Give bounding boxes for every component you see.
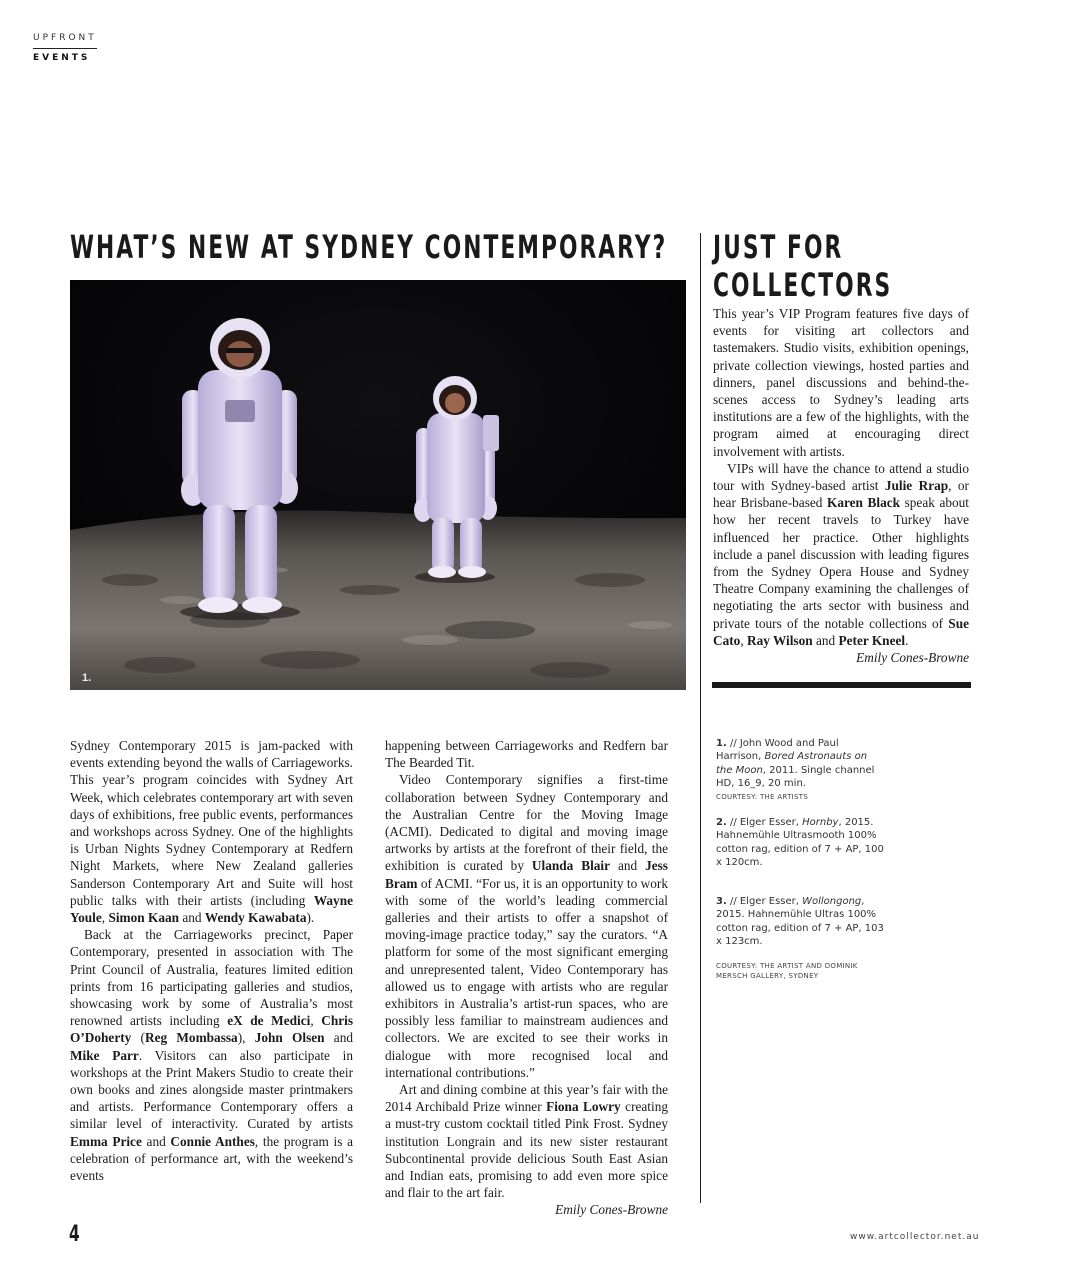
caption-credit: COURTESY: THE ARTIST AND DOMINIK MERSCH GALLERY, SYDNEY	[716, 962, 858, 980]
name-highlight: Julie Rrap	[884, 478, 949, 494]
paragraph	[70, 737, 353, 926]
name-highlight: John Olsen	[254, 1030, 325, 1046]
text-run: , the program is a celebration of performance art, with the weekend’s events	[70, 1133, 353, 1184]
byline: Emily Cones-Browne	[555, 1202, 668, 1218]
name-highlight: Wendy Kawabata	[204, 910, 307, 926]
text-run: (	[131, 1030, 145, 1046]
caption-3	[716, 895, 886, 948]
caption-text	[716, 816, 886, 869]
name-highlight: Emma Price	[70, 1133, 142, 1149]
text-run: speak about how her recent travels to Turkey have influenced her practice. Other highlights include a panel discussion with leading figures from the Sydney Opera House and Sydney Theatre Company examining the challenges of negotiating the arts sector with business and private tours of the notable collections of	[713, 495, 969, 631]
name-highlight: Peter Kneel	[838, 632, 906, 648]
kicker-divider	[33, 48, 97, 49]
text-run: and	[141, 1133, 171, 1149]
text-run: Art and dining combine at this year’s fair with the 2014 Archibald Prize winner	[385, 1082, 668, 1115]
website-link[interactable]: www.artcollector.net.au	[850, 1232, 980, 1242]
name-highlight: Sue Cato	[713, 615, 969, 648]
text-run: creating a must-try custom cocktail titled Pink Frost. Sydney institution Longrain and its new sister restaurant Subcontinental provide delicious South East Asian and Indian eats, promising to add even more spice and flair to the art fair.	[385, 1099, 668, 1201]
text-run: VIPs will have the chance to attend a studio tour with Sydney-based artist	[713, 460, 969, 494]
caption-number: 1.	[716, 738, 727, 749]
text-run: and	[610, 858, 646, 874]
text-run: .	[905, 632, 909, 648]
name-highlight: Simon Kaan	[108, 910, 180, 926]
name-highlight: Connie Anthes	[170, 1133, 255, 1149]
article-column-2	[385, 737, 668, 1219]
text-run: ,	[740, 632, 747, 648]
caption-credit: COURTESY: THE ARTISTS	[716, 793, 809, 802]
text-run: , or hear Brisbane-based	[713, 478, 969, 511]
caption-run: // John Wood and Paul Harrison,	[716, 738, 839, 763]
paragraph	[385, 1081, 668, 1201]
caption-run: , 2011. Single channel HD, 16_9, 20 min.	[716, 764, 875, 789]
sidebar-title: JUST FOR COLLECTORS	[713, 228, 893, 304]
article-column-1	[70, 737, 353, 1184]
text-run: ).	[306, 910, 315, 926]
article-title: WHAT’S NEW AT SYDNEY CONTEMPORARY?	[70, 228, 668, 266]
name-highlight: Reg Mombassa	[144, 1030, 238, 1046]
text-run: . Visitors can also participate in workshops at the Print Makers Studio to create their own books and zines alongside master printmakers and artists. Performance Contemporary offers a similar level of interactivity. Curated by artists	[70, 1047, 353, 1132]
byline: Emily Cones-Browne	[856, 650, 969, 666]
caption-text	[716, 737, 886, 790]
text-run: Back at the Carriageworks precinct, Paper Contemporary, presented in association with The Print Council of Australia, features limited edition prints from 16 participating galleries and studios, showcasing work by some of Australia’s most renowned artists including	[70, 927, 353, 1029]
sidebar-end-bar	[712, 682, 971, 688]
name-highlight: Ulanda Blair	[531, 858, 611, 874]
name-highlight: Jess Bram	[385, 858, 668, 891]
text-run: This year’s VIP Program features five days of events for visiting art collectors and tastemakers. Studio visits, exhibition openings, private collection viewings, hosted parties and dinners, panel discussions and behind-the-scenes access to Sydney’s leading arts institutions are a few of the highlights, with the program aimed at encouraging direct involvement with artists.	[713, 306, 969, 459]
text-run: and	[812, 632, 839, 648]
caption-run: // Elger Esser,	[726, 817, 803, 828]
paragraph	[70, 926, 353, 1184]
text-run: ,	[101, 910, 109, 926]
caption-1	[716, 737, 886, 802]
caption-run: , 2015. Hahnemühle Ultras 100% cotton rag, edition of 7 + AP, 103 x 123cm.	[716, 896, 884, 947]
paragraph	[385, 771, 668, 1081]
text-run: Sydney Contemporary 2015 is jam-packed with events extending beyond the walls of Carriageworks. This year’s program coincides with Sydney Art Week, which celebrates contemporary art with seven days of exhibitions, free public events, performances and workshops across Sydney. One of the highlights is Urban Nights Sydney Contemporary at Redfern Night Markets, where New Zealand galleries Sanderson Contemporary Art and Suite will host public talks with their artists (including	[70, 738, 353, 908]
name-highlight: Ray Wilson	[746, 632, 813, 648]
name-highlight: Wayne Youle	[70, 892, 353, 926]
text-run: of ACMI. “For us, it is an opportunity to work with some of the world’s leading commercial galleries and their artists to offer a snapshot of moving-image practice today,” say the curators. “A platform for some of the most significant emerging and unrepresented talent, Video Contemporary has allowed us to engage with artists who are regular exhibitors in Australia’s artist-run spaces, who are possibly less familiar to mainstream audiences and collectors. We are excited to see their works in dialogue with more recognised local and international contributions.”	[385, 875, 668, 1080]
artwork-title: Wollongong	[802, 896, 862, 907]
caption-run: , 2015. Hahnemühle Ultrasmooth 100% cotton rag, edition of 7 + AP, 100 x 120cm.	[716, 817, 884, 868]
name-highlight: Mike Parr	[70, 1047, 139, 1063]
paragraph	[385, 737, 668, 771]
artwork-title: Hornby	[802, 817, 839, 828]
astronauts-photo	[70, 280, 686, 690]
column-divider	[700, 233, 701, 1203]
caption-number: 2.	[716, 817, 727, 828]
text-run: and	[324, 1030, 353, 1046]
paragraph	[713, 305, 969, 460]
caption-2	[716, 816, 886, 869]
text-run: happening between Carriageworks and Redfern bar The Bearded Tit.	[385, 738, 668, 771]
caption-run: // Elger Esser,	[726, 896, 803, 907]
page-number: 4	[69, 1222, 80, 1247]
astronauts-illustration	[70, 280, 686, 690]
name-highlight: Fiona Lowry	[546, 1099, 621, 1115]
text-run: Video Contemporary signifies a first-time collaboration between Sydney Contemporary and the Australian Centre for the Moving Image (ACMI). Dedicated to digital and moving image artworks by artists at the forefront of their field, the exhibition is curated by	[385, 772, 668, 874]
caption-text	[716, 895, 886, 948]
text-run: and	[179, 910, 205, 926]
name-highlight: Karen Black	[827, 495, 901, 511]
text-run: ,	[310, 1013, 322, 1029]
text-run: ),	[237, 1030, 255, 1046]
name-highlight: eX de Medici	[227, 1013, 311, 1029]
sidebar-body	[713, 305, 969, 666]
photo-number: 1.	[82, 672, 92, 684]
section-label: EVENTS	[33, 53, 91, 63]
kicker-label: UPFRONT	[33, 33, 97, 43]
caption-number: 3.	[716, 896, 727, 907]
name-highlight: Chris O’Doherty	[70, 1013, 354, 1046]
paragraph	[713, 460, 969, 649]
artwork-title: Bored Astronauts on the Moon	[716, 751, 868, 776]
